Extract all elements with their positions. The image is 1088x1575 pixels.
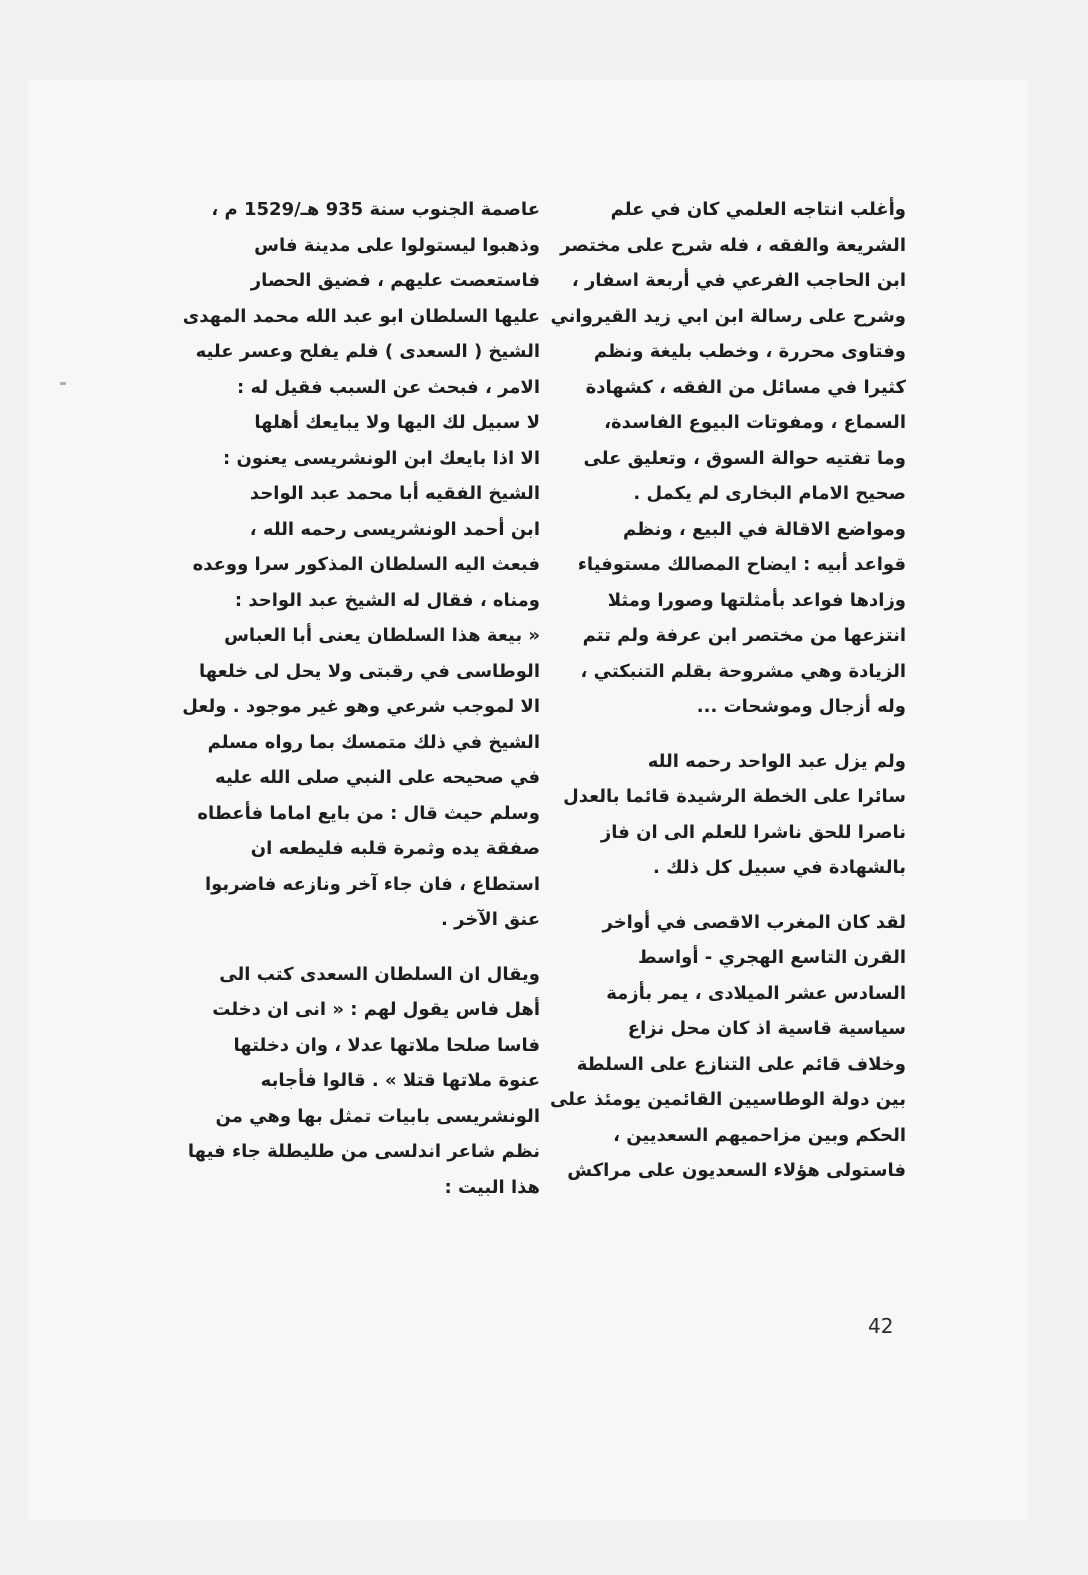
text-line: صفقة يده وثمرة قلبه فليطعه ان [250,838,540,859]
text-line: كثيرا في مسائل من الفقه ، كشهادة [585,376,906,398]
text-line: ومواضع الاقالة في البيع ، ونظم [623,518,906,540]
text-line: الشيخ ( السعدى ) فلم يفلح وعسر عليه [195,341,540,362]
left-column [180,192,540,1205]
text-line: وأغلب انتاجه العلمي كان في علم [610,199,906,220]
text-line: فبعث اليه السلطان المذكور سرا ووعده [192,554,540,575]
text-line: « بيعة هذا السلطان يعنى أبا العباس [224,625,540,646]
scan-mark [60,382,66,385]
text-line: بالشهادة في سبيل كل ذلك . [652,857,906,878]
text-line: الشيخ في ذلك متمسك بما رواه مسلم [207,731,540,753]
text-line: السادس عشر الميلادى ، يمر بأزمة [606,982,906,1004]
text-line: السماع ، ومفوتات البيوع الفاسدة، [604,412,906,433]
page-number: 42 [868,1314,894,1338]
text-line: لقد كان المغرب الاقصى في أواخر [602,911,906,933]
text-line: القرن التاسع الهجري - أواسط [638,947,906,968]
text-line: انتزعها من مختصر ابن عرفة ولم تتم [582,625,906,646]
paragraph-gap [546,725,906,744]
text-line: نظم شاعر اندلسى من طليطلة جاء فيها [187,1141,540,1162]
text-line: أهل فاس يقول لهم : « انى ان دخلت [212,999,540,1020]
text-line: الا لموجب شرعي وهو غير موجود . ولعل [182,696,540,717]
text-line: ويقال ان السلطان السعدى كتب الى [219,963,540,985]
text-line: وشرح على رسالة ابن ابي زيد القيرواني [550,305,906,327]
text-line: عاصمة الجنوب سنة 935 هـ/1529 م ، [211,199,540,220]
text-line: وسلم حيث قال : من بايع اماما فأعطاه [197,802,540,824]
text-line: وزادها فواعد بأمثلتها وصورا ومثلا [607,589,906,611]
text-line: الامر ، فبحث عن السبب فقيل له : [237,376,540,398]
text-line: الشريعة والفقه ، فله شرح على مختصر [560,234,906,256]
left-paragraph-1 [180,192,540,938]
text-line: ناصرا للحق ناشرا للعلم الى ان فاز [600,821,906,843]
text-line: فاسا صلحا ملاتها عدلا ، وان دخلتها [233,1034,540,1056]
text-line: وله أزجال وموشحات ... [696,696,906,717]
paragraph-gap [546,886,906,905]
text-line: فاستعصت عليهم ، فضيق الحصار [250,270,540,291]
text-line: ابن أحمد الونشريسى رحمه الله ، [249,518,540,540]
text-line: وفتاوى محررة ، وخطب بليغة ونظم [593,341,906,362]
text-line: وما تفتيه حوالة السوق ، وتعليق على [583,447,906,469]
paragraph-gap [180,938,540,957]
text-line: عنوة ملاتها قتلا » . قالوا فأجابه [260,1070,540,1091]
text-line: فاستولى هؤلاء السعديون على مراكش [567,1160,906,1181]
text-line: وذهبوا ليستولوا على مدينة فاس [254,234,540,256]
text-line: ومناه ، فقال له الشيخ عبد الواحد : [234,589,540,611]
text-line: قواعد أبيه : ايضاح المصالك مستوفياء [577,554,906,575]
text-line: استطاع ، فان جاء آخر ونازعه فاضربوا [204,873,540,895]
text-line: سائرا على الخطة الرشيدة قائما بالعدل [563,786,906,807]
right-paragraph-2 [546,744,906,886]
right-column [546,192,906,1189]
text-line: لا سبيل لك اليها ولا يبايعك أهلها [254,412,540,433]
text-line: الا اذا بايعك ابن الونشريسى يعنون : [223,447,540,469]
text-line: الشيخ الفقيه أبا محمد عبد الواحد [249,483,540,504]
text-line: الزيادة وهي مشروحة بقلم التنبكتي ، [580,660,906,682]
text-line: عليها السلطان ابو عبد الله محمد المهدى [182,305,540,327]
text-line: ولم يزل عبد الواحد رحمه الله [647,750,906,772]
text-line: هذا البيت : [444,1176,540,1198]
text-line: صحيح الامام البخارى لم يكمل . [633,483,906,504]
right-paragraph-1 [546,192,906,725]
text-line: سياسية قاسية اذ كان محل نزاع [627,1018,906,1039]
text-line: بين دولة الوطاسيين القائمين يومئذ على [549,1089,906,1110]
left-paragraph-2 [180,957,540,1206]
text-line: ابن الحاجب الفرعي في أربعة اسفار ، [571,270,906,291]
text-line: عنق الآخر . [441,909,540,930]
right-paragraph-3 [546,905,906,1189]
text-line: في صحيحه على النبي صلى الله عليه [215,767,540,788]
text-line: الونشريسى بابيات تمثل بها وهي من [215,1105,540,1127]
text-line: وخلاف قائم على التنازع على السلطة [576,1053,906,1075]
text-line: الوطاسى في رقبتى ولا يحل لى خلعها [199,660,540,682]
text-line: الحكم وبين مزاحميهم السعديين ، [613,1124,906,1146]
